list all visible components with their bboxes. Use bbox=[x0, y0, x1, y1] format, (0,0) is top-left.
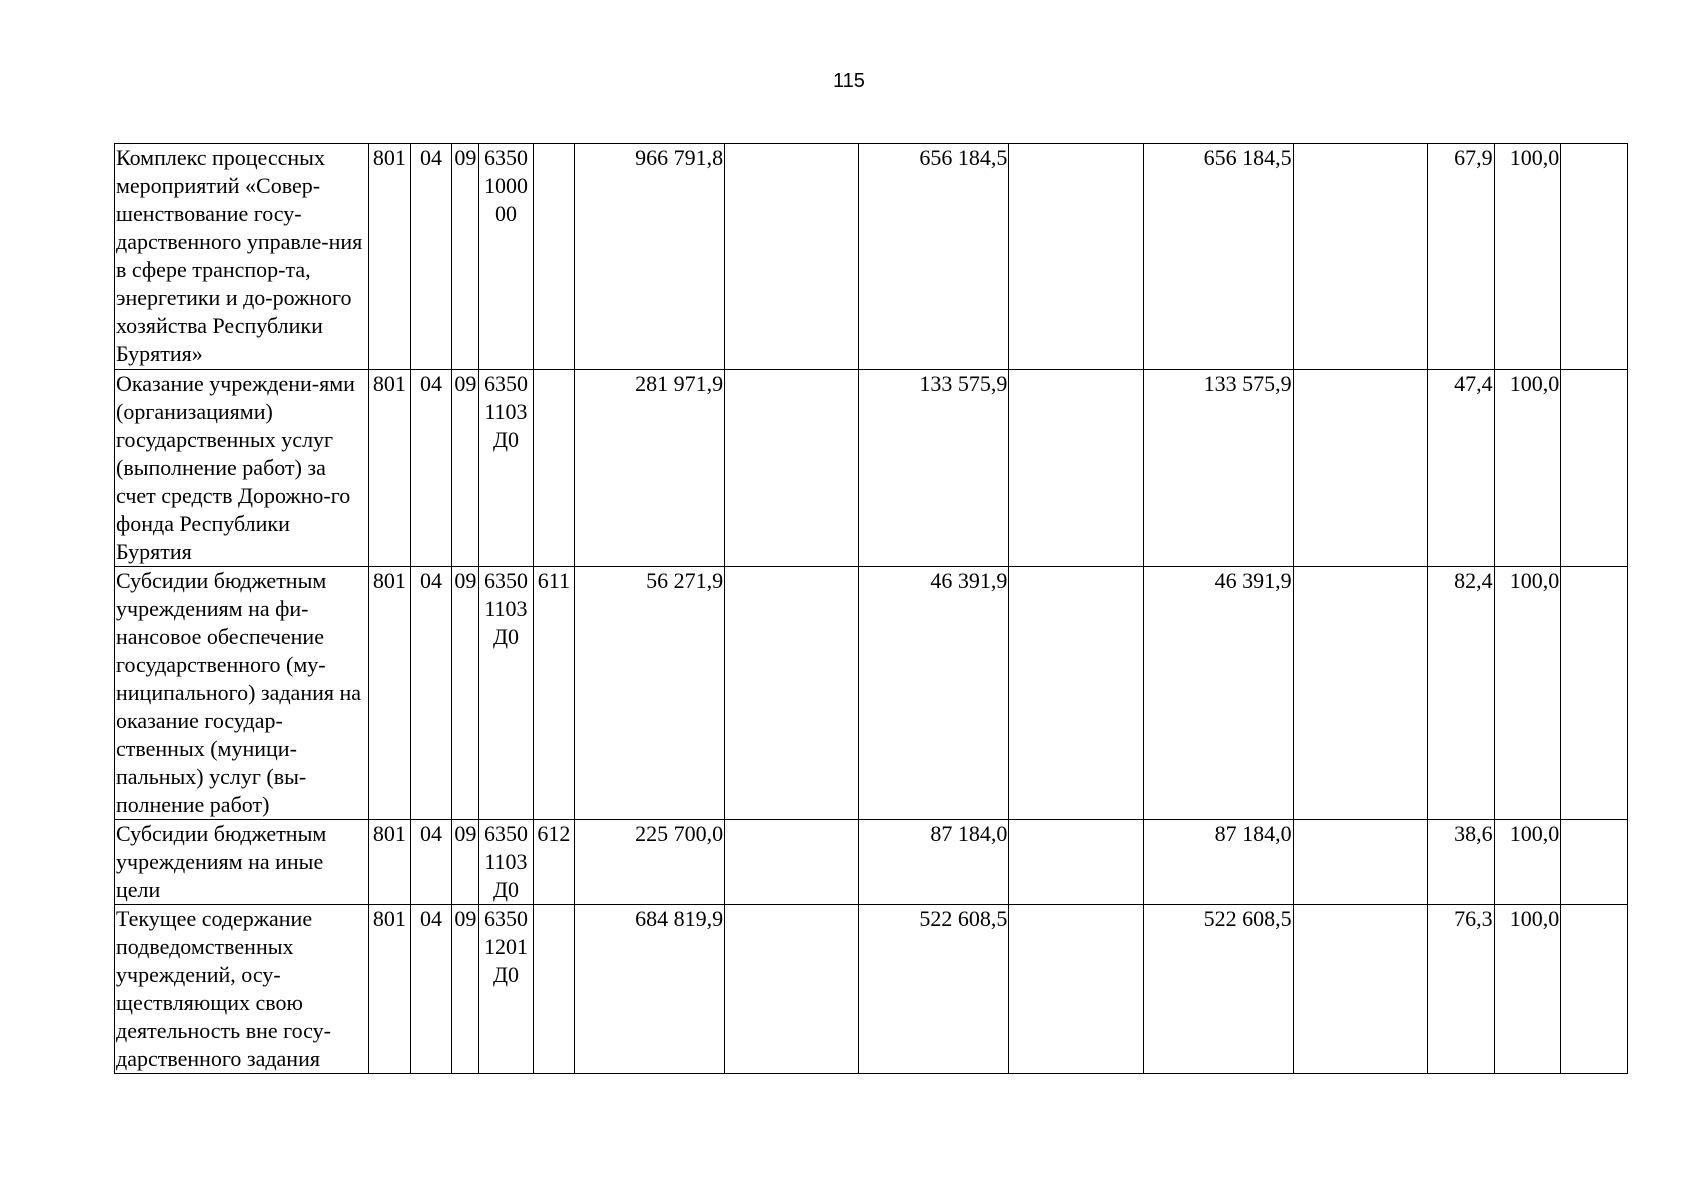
cell-grbs: 801 bbox=[369, 567, 411, 820]
cell-percent-plan: 47,4 bbox=[1427, 370, 1494, 567]
cell-grbs: 801 bbox=[369, 144, 411, 370]
cell-name: Субсидии бюджетным учреждениям на фи-нансовое обеспечение государственного (му-ниципального) задания на оказание государ-ственных (муници-пальных) услуг (вы-полнение работ) bbox=[115, 567, 369, 820]
cell-percent-plan: 38,6 bbox=[1427, 820, 1494, 905]
cell-target-article: 63501103Д0 bbox=[479, 370, 533, 567]
cell-percent-fact: 100,0 bbox=[1494, 144, 1561, 370]
cell-empty bbox=[725, 820, 859, 905]
cell-empty bbox=[1293, 905, 1427, 1074]
cell-expense-type bbox=[533, 905, 575, 1074]
cell-empty bbox=[725, 905, 859, 1074]
cell-name: Субсидии бюджетным учреждениям на иные цели bbox=[115, 820, 369, 905]
cell-empty bbox=[725, 370, 859, 567]
cell-fact: 87 184,0 bbox=[859, 820, 1009, 905]
cell-empty bbox=[1009, 370, 1143, 567]
cell-empty bbox=[1561, 370, 1628, 567]
cell-section: 04 bbox=[410, 370, 452, 567]
cell-plan: 225 700,0 bbox=[575, 820, 725, 905]
table-row bbox=[115, 905, 1628, 1074]
cell-subsection: 09 bbox=[452, 144, 479, 370]
table-row bbox=[115, 370, 1628, 567]
cell-fact-total: 87 184,0 bbox=[1143, 820, 1293, 905]
cell-empty bbox=[1009, 567, 1143, 820]
cell-fact-total: 46 391,9 bbox=[1143, 567, 1293, 820]
cell-fact: 656 184,5 bbox=[859, 144, 1009, 370]
cell-expense-type: 611 bbox=[533, 567, 575, 820]
cell-empty bbox=[1561, 567, 1628, 820]
cell-target-article: 63501103Д0 bbox=[479, 567, 533, 820]
cell-fact-total: 133 575,9 bbox=[1143, 370, 1293, 567]
cell-empty bbox=[725, 567, 859, 820]
table-body bbox=[115, 144, 1628, 1074]
cell-name: Комплекс процессных мероприятий «Совер-шенствование госу-дарственного управле-ния в сфере транспор-та, энергетики и до-рожного хозяйства Республики Бурятия» bbox=[115, 144, 369, 370]
cell-empty bbox=[1293, 370, 1427, 567]
cell-empty bbox=[1293, 820, 1427, 905]
cell-grbs: 801 bbox=[369, 820, 411, 905]
cell-plan: 56 271,9 bbox=[575, 567, 725, 820]
page-number: 115 bbox=[833, 70, 865, 92]
cell-empty bbox=[1009, 905, 1143, 1074]
cell-empty bbox=[1561, 820, 1628, 905]
cell-percent-fact: 100,0 bbox=[1494, 905, 1561, 1074]
budget-table bbox=[114, 143, 1628, 1074]
cell-fact-total: 656 184,5 bbox=[1143, 144, 1293, 370]
cell-target-article: 6350100000 bbox=[479, 144, 533, 370]
cell-empty bbox=[725, 144, 859, 370]
cell-fact: 522 608,5 bbox=[859, 905, 1009, 1074]
cell-subsection: 09 bbox=[452, 820, 479, 905]
cell-empty bbox=[1561, 905, 1628, 1074]
cell-percent-plan: 82,4 bbox=[1427, 567, 1494, 820]
table-row bbox=[115, 144, 1628, 370]
cell-plan: 281 971,9 bbox=[575, 370, 725, 567]
cell-empty bbox=[1293, 144, 1427, 370]
cell-empty bbox=[1009, 144, 1143, 370]
cell-grbs: 801 bbox=[369, 905, 411, 1074]
table-row bbox=[115, 567, 1628, 820]
table-row bbox=[115, 820, 1628, 905]
cell-percent-fact: 100,0 bbox=[1494, 567, 1561, 820]
cell-percent-fact: 100,0 bbox=[1494, 370, 1561, 567]
cell-plan: 684 819,9 bbox=[575, 905, 725, 1074]
cell-target-article: 63501201Д0 bbox=[479, 905, 533, 1074]
cell-section: 04 bbox=[410, 567, 452, 820]
cell-target-article: 63501103Д0 bbox=[479, 820, 533, 905]
cell-subsection: 09 bbox=[452, 905, 479, 1074]
cell-subsection: 09 bbox=[452, 370, 479, 567]
cell-fact-total: 522 608,5 bbox=[1143, 905, 1293, 1074]
cell-grbs: 801 bbox=[369, 370, 411, 567]
cell-empty bbox=[1561, 144, 1628, 370]
cell-empty bbox=[1293, 567, 1427, 820]
cell-section: 04 bbox=[410, 144, 452, 370]
cell-section: 04 bbox=[410, 905, 452, 1074]
cell-name: Оказание учреждени-ями (организациями) государственных услуг (выполнение работ) за счет средств Дорожно-го фонда Республики Бурятия bbox=[115, 370, 369, 567]
cell-fact: 133 575,9 bbox=[859, 370, 1009, 567]
cell-percent-plan: 67,9 bbox=[1427, 144, 1494, 370]
cell-subsection: 09 bbox=[452, 567, 479, 820]
cell-percent-fact: 100,0 bbox=[1494, 820, 1561, 905]
cell-plan: 966 791,8 bbox=[575, 144, 725, 370]
cell-percent-plan: 76,3 bbox=[1427, 905, 1494, 1074]
cell-name: Текущее содержание подведомственных учреждений, осу-ществляющих свою деятельность вне госу-дарственного задания bbox=[115, 905, 369, 1074]
cell-expense-type: 612 bbox=[533, 820, 575, 905]
cell-expense-type bbox=[533, 370, 575, 567]
cell-expense-type bbox=[533, 144, 575, 370]
cell-section: 04 bbox=[410, 820, 452, 905]
cell-empty bbox=[1009, 820, 1143, 905]
cell-fact: 46 391,9 bbox=[859, 567, 1009, 820]
